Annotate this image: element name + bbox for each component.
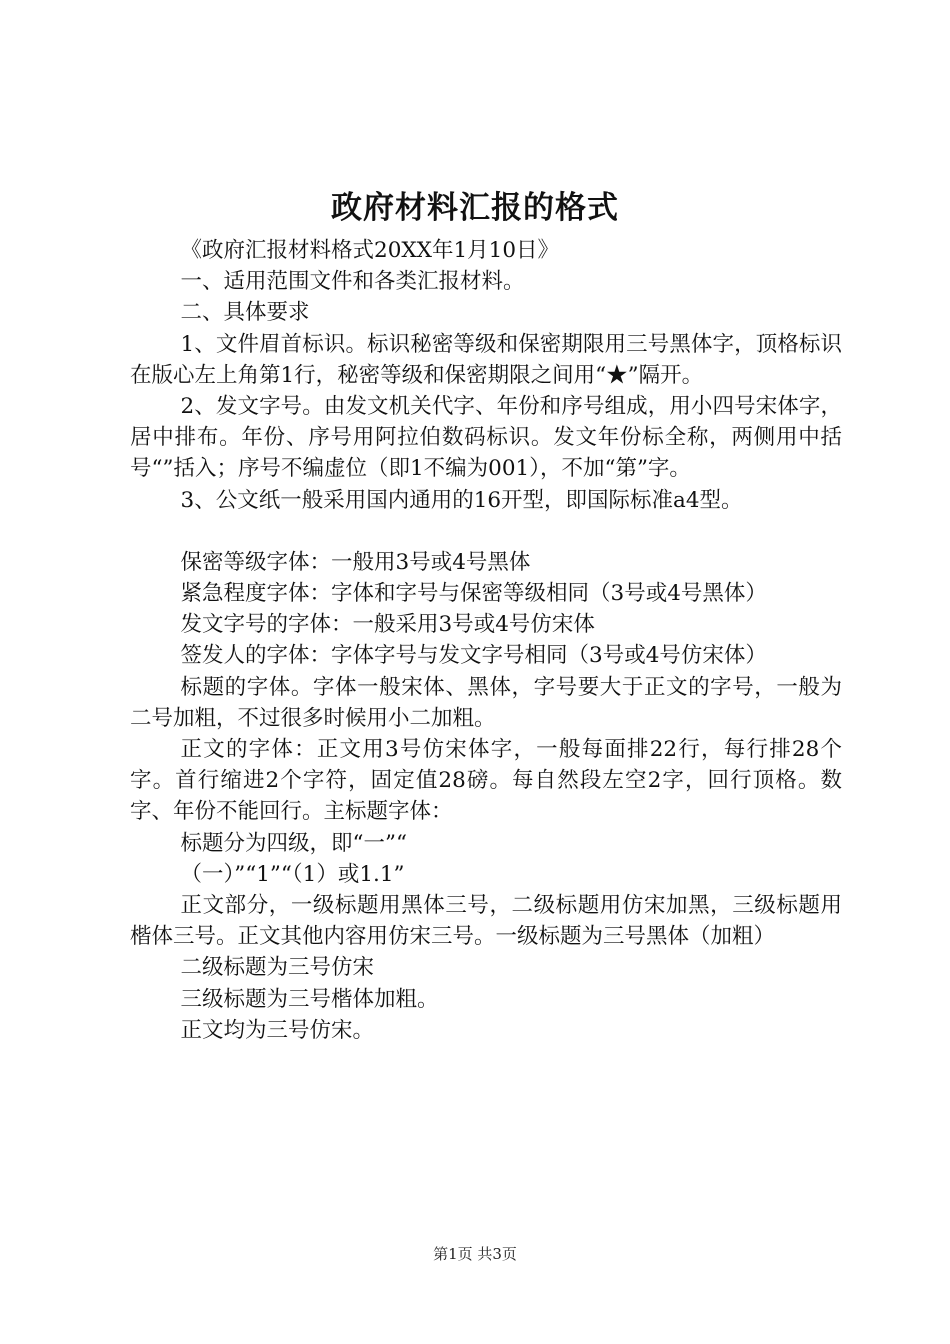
paragraph-body-font: 正文的字体：正文用3号仿宋体字，一般每面排22行，每行排28个字。首行缩进2个字符，固定值28磅。每自然段左空2字，回行顶格。数字、年份不能回行。主标题字体：	[130, 737, 842, 825]
paragraph-document-number: 2、发文字号。由发文机关代字、年份和序号组成，用小四号宋体字，居中排布。年份、序号用阿拉伯数码标识。发文年份标全称，两侧用中括号“”括入；序号不编虚位（即1不编为001），不加“第”字。	[130, 394, 842, 482]
document-body	[130, 235, 842, 1046]
paragraph-heading-levels: 标题分为四级，即“一”“	[180, 830, 407, 856]
paragraph-body-all: 正文均为三号仿宋。	[180, 1017, 375, 1043]
paragraph-secrecy-font: 保密等级字体：一般用3号或4号黑体	[180, 549, 531, 575]
blank-line	[130, 516, 842, 547]
paragraph-header-marking: 1、文件眉首标识。标识秘密等级和保密期限用三号黑体字，顶格标识在版心左上角第1行，秘密等级和保密期限之间用“★”隔开。	[130, 331, 842, 388]
paragraph-level3: 三级标题为三号楷体加粗。	[180, 986, 439, 1012]
paragraph-heading-levels-cont: （一）”“1”“（1）或1.1”	[180, 861, 405, 887]
document-title: 政府材料汇报的格式	[331, 190, 619, 226]
paragraph-requirements-heading: 二、具体要求	[180, 300, 310, 326]
paragraph-body-section: 正文部分，一级标题用黑体三号，二级标题用仿宋加黑，三级标题用楷体三号。正文其他内容用仿宋三号。一级标题为三号黑体（加粗）	[130, 893, 842, 950]
paragraph-scope: 一、适用范围文件和各类汇报材料。	[180, 269, 525, 295]
paragraph-signer-font: 签发人的字体：字体字号与发文字号相同（3号或4号仿宋体）	[180, 643, 767, 669]
paragraph-urgency-font: 紧急程度字体：字体和字号与保密等级相同（3号或4号黑体）	[180, 581, 767, 607]
paragraph-source: 《政府汇报材料格式20XX年1月10日》	[180, 238, 560, 263]
paragraph-paper-size: 3、公文纸一般采用国内通用的16开型，即国际标准a4型。	[180, 487, 743, 513]
page-footer: 第1页 共3页	[433, 1245, 517, 1263]
paragraph-level2: 二级标题为三号仿宋	[180, 955, 375, 981]
paragraph-doc-number-font: 发文字号的字体：一般采用3号或4号仿宋体	[180, 612, 595, 638]
paragraph-title-font: 标题的字体。字体一般宋体、黑体，字号要大于正文的字号，一般为二号加粗，不过很多时候用小二加粗。	[130, 674, 842, 731]
